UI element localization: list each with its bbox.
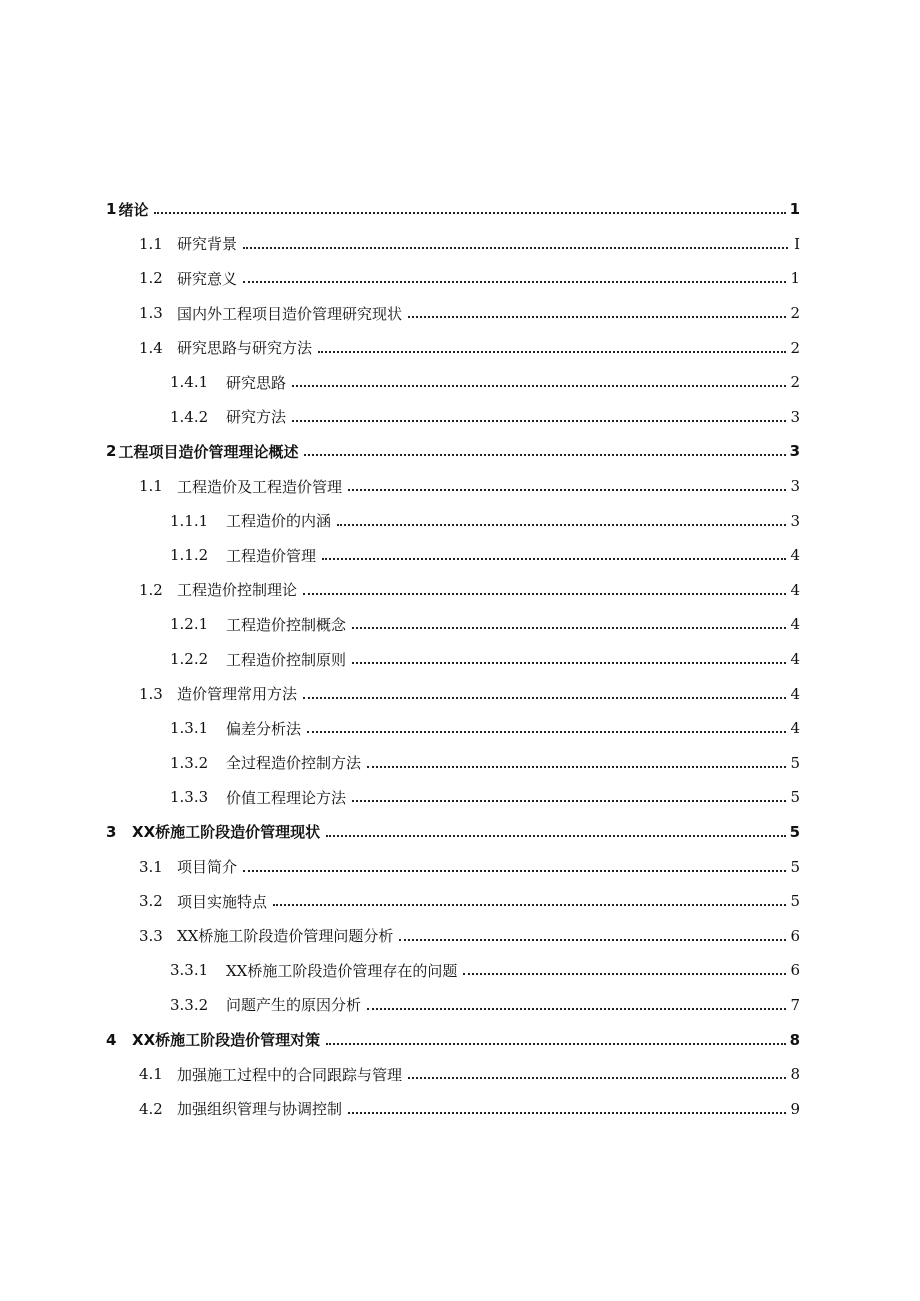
dot-leader: [303, 593, 786, 595]
toc-entry-page: 2: [790, 338, 800, 357]
dot-leader: [352, 627, 786, 629]
toc-entry-page: 3: [790, 407, 800, 426]
toc-entry-number: 3.3: [139, 926, 163, 945]
toc-entry-number: 3: [106, 822, 117, 841]
table-of-contents: [0, 192, 920, 1126]
toc-entry-title: 工程造价控制理论: [177, 581, 298, 600]
toc-entry-number: 3.3.1: [170, 961, 209, 980]
toc-entry-title: 项目简介: [177, 858, 238, 877]
toc-entry-title: 国内外工程项目造价管理研究现状: [177, 304, 403, 323]
toc-entry-title: 工程造价控制概念: [226, 615, 347, 634]
toc-entry-title: 研究意义: [177, 269, 238, 288]
toc-entry-number: 1.1: [139, 477, 163, 496]
toc-entry[interactable]: [0, 469, 920, 504]
toc-entry[interactable]: [0, 642, 920, 677]
toc-entry-page: 2: [790, 373, 800, 392]
toc-entry[interactable]: [0, 434, 920, 469]
dot-leader: [326, 1043, 785, 1045]
toc-entry-page: 4: [790, 615, 800, 634]
toc-entry-title: 全过程造价控制方法: [226, 754, 362, 773]
toc-entry-page: 5: [789, 822, 800, 841]
dot-leader: [348, 489, 786, 491]
dot-leader: [348, 1112, 786, 1114]
toc-entry[interactable]: [0, 330, 920, 365]
toc-entry-number: 1.4.2: [170, 407, 209, 426]
toc-entry-title: 绪论: [118, 200, 149, 219]
toc-entry[interactable]: [0, 676, 920, 711]
dot-leader: [463, 973, 786, 975]
dot-leader: [307, 731, 786, 733]
toc-entry[interactable]: [0, 400, 920, 435]
toc-entry-page: 2: [790, 304, 800, 323]
toc-entry-title: 研究思路与研究方法: [177, 339, 313, 358]
toc-entry-title: 偏差分析法: [226, 719, 302, 738]
toc-entry[interactable]: [0, 918, 920, 953]
toc-entry-page: 1: [789, 200, 800, 219]
toc-entry-title: 项目实施特点: [177, 892, 268, 911]
toc-entry-page: 3: [790, 477, 800, 496]
toc-entry-number: 1.2.1: [170, 615, 209, 634]
dot-leader: [352, 800, 786, 802]
toc-entry-page: 5: [790, 788, 800, 807]
toc-entry[interactable]: [0, 365, 920, 400]
toc-entry-page: 4: [790, 546, 800, 565]
toc-entry-title: 加强组织管理与协调控制: [177, 1100, 343, 1119]
toc-entry-number: 1.1.1: [170, 511, 209, 530]
dot-leader: [337, 524, 786, 526]
toc-entry-number: 3.2: [139, 892, 163, 911]
toc-entry-title: 工程造价的内涵: [226, 512, 332, 531]
dot-leader: [399, 939, 786, 941]
dot-leader: [408, 1077, 786, 1079]
toc-entry-number: 1.3.2: [170, 753, 209, 772]
toc-entry-number: 1.3.3: [170, 788, 209, 807]
dot-leader: [367, 766, 786, 768]
toc-entry-title: 造价管理常用方法: [177, 685, 298, 704]
toc-entry-page: 5: [790, 857, 800, 876]
dot-leader: [273, 904, 786, 906]
toc-entry-number: 3.1: [139, 857, 163, 876]
toc-entry[interactable]: [0, 711, 920, 746]
dot-leader: [292, 385, 786, 387]
dot-leader: [367, 1008, 786, 1010]
toc-entry[interactable]: [0, 849, 920, 884]
toc-entry[interactable]: [0, 296, 920, 331]
dot-leader: [318, 351, 786, 353]
dot-leader: [243, 281, 786, 283]
toc-entry[interactable]: [0, 988, 920, 1023]
dot-leader: [292, 420, 786, 422]
toc-entry-page: 5: [790, 892, 800, 911]
dot-leader: [408, 316, 786, 318]
toc-entry-number: 1.2: [139, 580, 163, 599]
dot-leader: [304, 454, 785, 456]
toc-entry-page: 5: [790, 753, 800, 772]
toc-entry[interactable]: [0, 573, 920, 608]
toc-entry-title: 研究思路: [226, 373, 287, 392]
toc-entry-page: 4: [790, 650, 800, 669]
toc-entry-page: 8: [790, 1065, 800, 1084]
dot-leader: [154, 212, 785, 214]
toc-entry-page: 3: [789, 442, 800, 461]
toc-entry-title: 研究背景: [177, 235, 238, 254]
toc-entry[interactable]: [0, 953, 920, 988]
toc-entry[interactable]: [0, 780, 920, 815]
toc-entry-title: 工程造价及工程造价管理: [177, 477, 343, 496]
toc-entry-number: 4.2: [139, 1099, 163, 1118]
toc-entry-number: 1.2.2: [170, 650, 209, 669]
toc-entry[interactable]: [0, 538, 920, 573]
toc-entry-title: 工程造价控制原则: [226, 650, 347, 669]
toc-entry[interactable]: [0, 607, 920, 642]
toc-entry-page: I: [794, 234, 800, 253]
dot-leader: [352, 662, 786, 664]
toc-entry-title: 加强施工过程中的合同跟踪与管理: [177, 1065, 403, 1084]
toc-entry-page: 3: [790, 511, 800, 530]
toc-entry-page: 9: [790, 1099, 800, 1118]
toc-entry-number: 4: [106, 1030, 117, 1049]
toc-entry[interactable]: [0, 261, 920, 296]
toc-entry-number: 2: [106, 442, 117, 461]
dot-leader: [322, 558, 786, 560]
toc-entry-number: 1: [106, 200, 117, 219]
toc-entry[interactable]: [0, 746, 920, 781]
toc-entry[interactable]: [0, 192, 920, 227]
toc-entry-number: 1.3.1: [170, 719, 209, 738]
toc-entry-page: 6: [790, 961, 800, 980]
dot-leader: [303, 697, 786, 699]
toc-entry-title: 工程造价管理: [226, 546, 317, 565]
dot-leader: [243, 870, 786, 872]
toc-entry-title: 价值工程理论方法: [226, 788, 347, 807]
toc-entry-title: 研究方法: [226, 408, 287, 427]
toc-entry[interactable]: [0, 1091, 920, 1126]
toc-entry-page: 7: [790, 995, 800, 1014]
toc-entry-title: XX桥施工阶段造价管理存在的问题: [226, 961, 458, 980]
toc-entry-number: 1.1.2: [170, 546, 209, 565]
toc-entry-number: 1.3: [139, 304, 163, 323]
toc-entry[interactable]: [0, 1022, 920, 1057]
toc-entry-title: 工程项目造价管理理论概述: [118, 442, 299, 461]
toc-entry[interactable]: [0, 815, 920, 850]
toc-entry-title: XX桥施工阶段造价管理对策: [132, 1031, 321, 1050]
toc-entry-page: 4: [790, 719, 800, 738]
toc-entry[interactable]: [0, 884, 920, 919]
toc-entry-page: 6: [790, 926, 800, 945]
dot-leader: [326, 835, 785, 837]
toc-entry-title: XX桥施工阶段造价管理问题分析: [177, 927, 394, 946]
toc-entry-title: 问题产生的原因分析: [226, 996, 362, 1015]
toc-entry-number: 3.3.2: [170, 995, 209, 1014]
toc-entry-title: XX桥施工阶段造价管理现状: [132, 823, 321, 842]
toc-entry-page: 1: [790, 269, 800, 288]
toc-entry-number: 1.1: [139, 234, 163, 253]
toc-entry-page: 4: [790, 684, 800, 703]
toc-entry-number: 1.2: [139, 269, 163, 288]
toc-entry[interactable]: [0, 503, 920, 538]
toc-entry-number: 1.4.1: [170, 373, 209, 392]
toc-entry[interactable]: [0, 227, 920, 262]
toc-entry-page: 8: [789, 1030, 800, 1049]
toc-entry-number: 1.3: [139, 684, 163, 703]
toc-entry[interactable]: [0, 1057, 920, 1092]
toc-entry-page: 4: [790, 580, 800, 599]
toc-entry-number: 1.4: [139, 338, 163, 357]
toc-entry-number: 4.1: [139, 1065, 163, 1084]
dot-leader: [243, 247, 788, 249]
